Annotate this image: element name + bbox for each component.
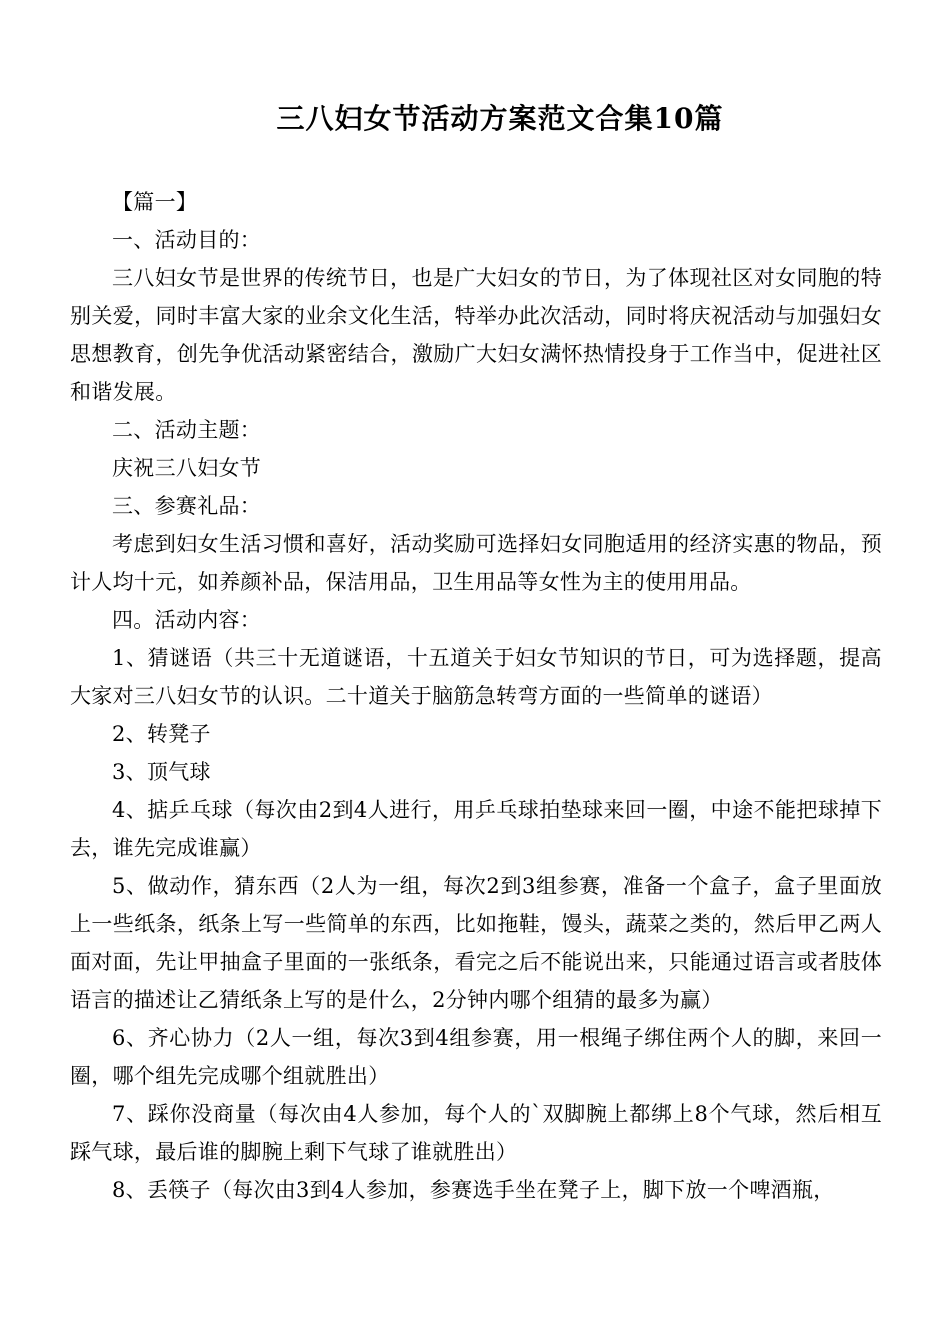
list-item: 6、齐心协力（2人一组，每次3到4组参赛，用一根绳子绑住两个人的脚，来回一圈，哪个组先完成哪个组就胜出）: [70, 1026, 882, 1088]
subheading-prizes: 三、参赛礼品：: [112, 494, 262, 518]
list-item: 3、顶气球: [112, 760, 211, 784]
list-item: 2、转凳子: [112, 722, 211, 746]
subheading-activity-theme: 二、活动主题：: [112, 418, 262, 442]
paragraph: 庆祝三八妇女节: [112, 456, 262, 480]
document-body: [70, 183, 882, 1209]
list-item: 5、做动作，猜东西（2人为一组，每次2到3组参赛，准备一个盒子，盒子里面放上一些纸条，纸条上写一些简单的东西，比如拖鞋，馒头，蔬菜之类的，然后甲乙两人面对面，先让甲抽盒子里面的一张纸条，看完之后不能说出来，只能通过语言或者肢体语言的描述让乙猜纸条上写的是什么，2分钟内哪个组猜的最多为赢）: [70, 874, 882, 1012]
section-heading: 【篇一】: [112, 190, 198, 214]
list-item: 1、猜谜语（共三十无道谜语，十五道关于妇女节知识的节日，可为选择题，提高大家对三八妇女节的认识。二十道关于脑筋急转弯方面的一些简单的谜语）: [70, 646, 882, 708]
document-title: 三八妇女节活动方案范文合集10篇: [276, 102, 724, 135]
list-item: 8、丢筷子（每次由3到4人参加，参赛选手坐在凳子上，脚下放一个啤酒瓶，: [112, 1178, 835, 1202]
paragraph: 三八妇女节是世界的传统节日，也是广大妇女的节日，为了体现社区对女同胞的特别关爱，同时丰富大家的业余文化生活，特举办此次活动，同时将庆祝活动与加强妇女思想教育，创先争优活动紧密结合，激励广大妇女满怀热情投身于工作当中，促进社区和谐发展。: [70, 266, 882, 404]
subheading-activity-content: 四。活动内容：: [112, 608, 262, 632]
list-item: 7、踩你没商量（每次由4人参加，每个人的`双脚腕上都绑上8个气球，然后相互踩气球，最后谁的脚腕上剩下气球了谁就胜出）: [70, 1102, 882, 1164]
subheading-activity-purpose: 一、活动目的：: [112, 228, 262, 252]
list-item: 4、掂乒乓球（每次由2到4人进行，用乒乓球拍垫球来回一圈，中途不能把球掉下去，谁先完成谁赢）: [70, 798, 882, 860]
paragraph: 考虑到妇女生活习惯和喜好，活动奖励可选择妇女同胞适用的经济实惠的物品，预计人均十元，如养颜补品，保洁用品，卫生用品等女性为主的使用用品。: [70, 532, 882, 594]
